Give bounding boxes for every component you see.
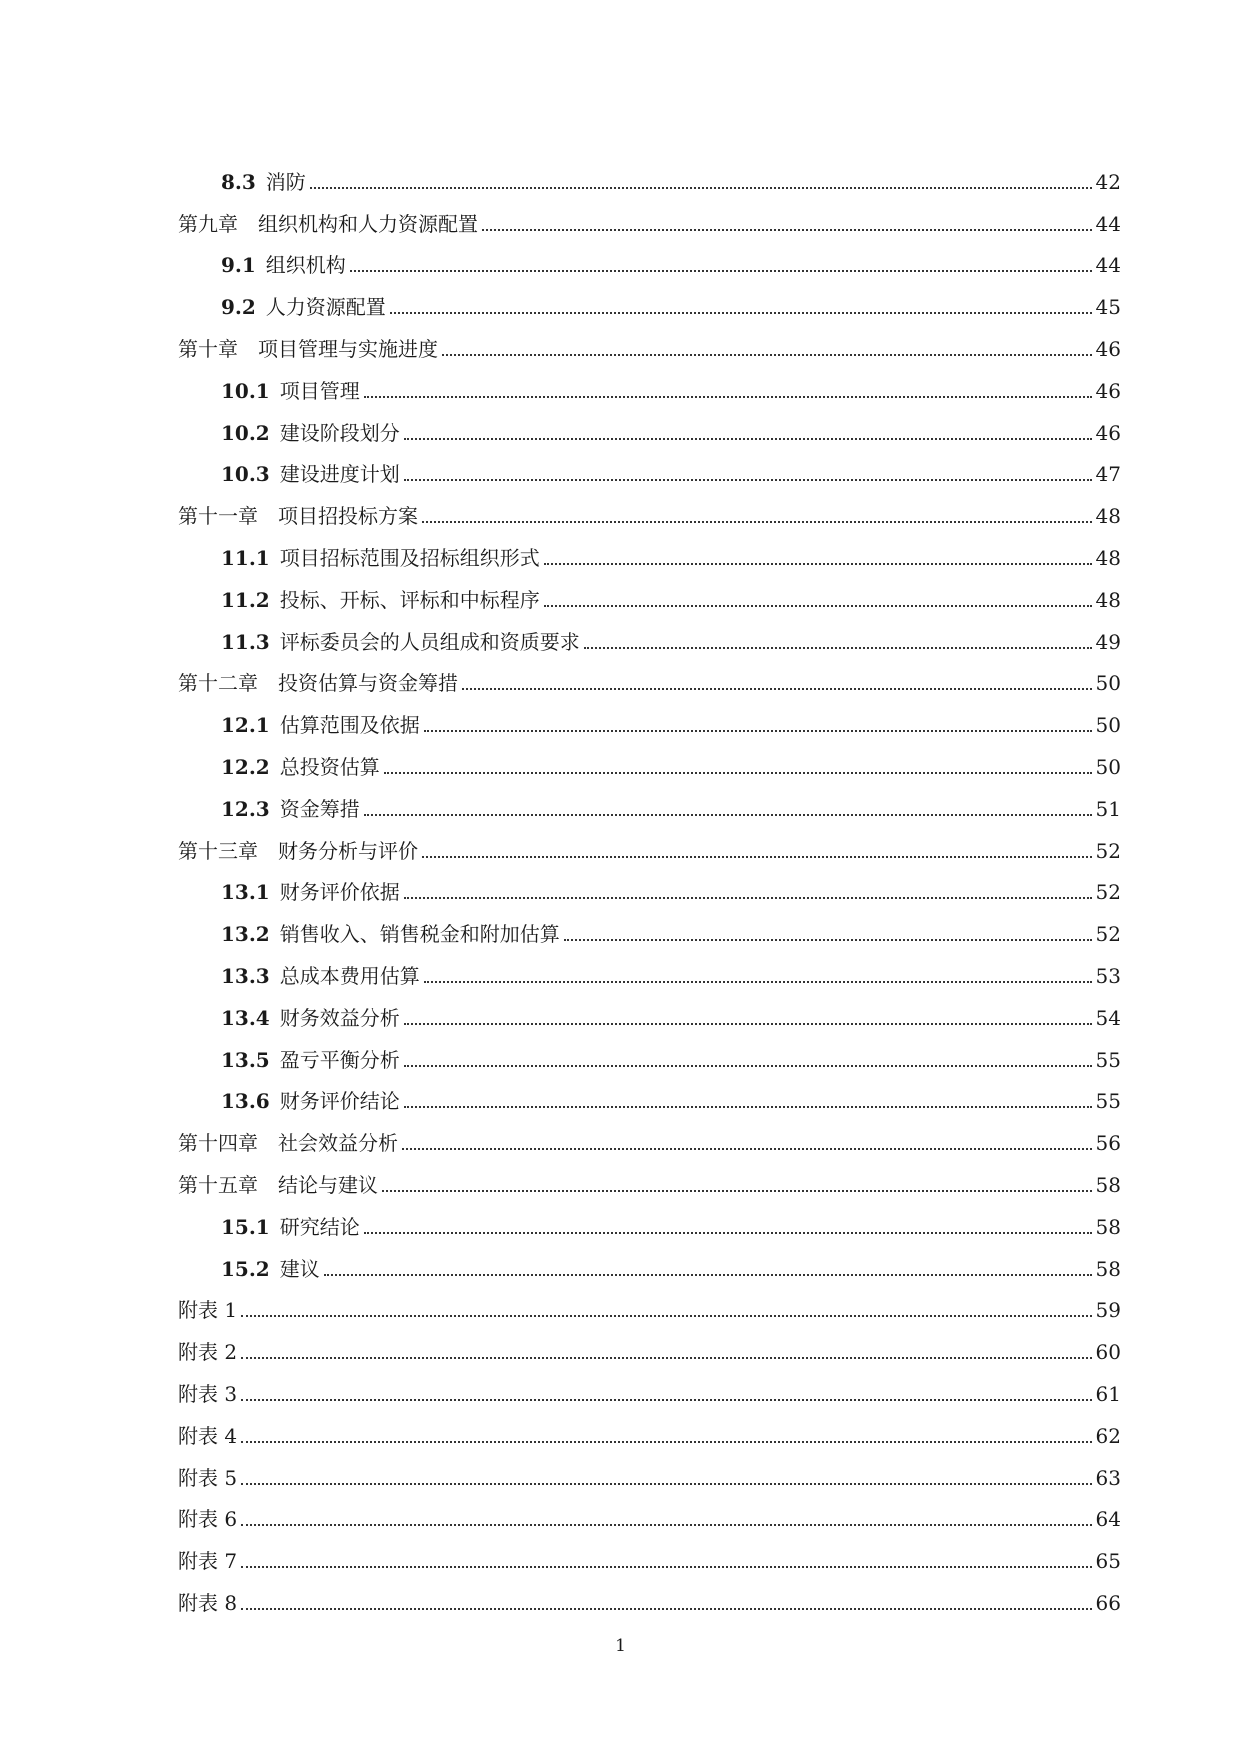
toc-section-entry[interactable] xyxy=(178,1239,1121,1281)
toc-entry-label xyxy=(221,755,380,779)
toc-entry-title: 附表 1 xyxy=(178,1298,238,1323)
toc-entry-label xyxy=(178,1466,237,1490)
toc-entry-label xyxy=(221,1089,400,1113)
toc-entry-title: 总投资估算 xyxy=(279,754,380,779)
toc-dot-leader xyxy=(404,1065,1092,1067)
toc-chapter-entry[interactable] xyxy=(178,1364,1121,1406)
toc-entry-title: 建议 xyxy=(279,1256,320,1281)
toc-entry-title: 建设阶段划分 xyxy=(279,420,400,445)
toc-dot-leader xyxy=(424,981,1092,983)
toc-section-number: 8.3 xyxy=(221,169,256,194)
toc-section-number: 12.1 xyxy=(221,713,270,738)
toc-entry-label xyxy=(178,1507,237,1531)
toc-section-number: 13.1 xyxy=(221,880,270,905)
toc-entry-title: 组织机构 xyxy=(265,253,346,278)
toc-section-entry[interactable] xyxy=(178,445,1121,487)
toc-dot-leader xyxy=(364,814,1092,816)
toc-page-number: 55 xyxy=(1095,1047,1121,1072)
toc-entry-label xyxy=(221,379,360,403)
toc-entry-label xyxy=(221,253,346,277)
toc-entry-title: 附表 5 xyxy=(178,1465,238,1490)
toc-entry-title: 第九章 组织机构和人力资源配置 xyxy=(178,211,478,236)
toc-chapter-entry[interactable] xyxy=(178,821,1121,863)
toc-entry-title: 盈亏平衡分析 xyxy=(279,1047,400,1072)
toc-section-entry[interactable] xyxy=(178,361,1121,403)
toc-section-entry[interactable] xyxy=(178,904,1121,946)
toc-section-entry[interactable] xyxy=(178,737,1121,779)
toc-dot-leader xyxy=(364,1232,1092,1234)
toc-page-number: 51 xyxy=(1095,796,1121,821)
toc-section-number: 12.3 xyxy=(221,796,270,821)
toc-section-number: 13.6 xyxy=(221,1089,270,1114)
toc-dot-leader xyxy=(462,688,1092,690)
toc-entry-label xyxy=(221,462,400,486)
toc-entry-label xyxy=(221,295,386,319)
toc-entry-title: 消防 xyxy=(265,169,306,194)
toc-dot-leader xyxy=(241,1357,1091,1359)
toc-section-number: 10.2 xyxy=(221,420,270,445)
toc-entry-title: 研究结论 xyxy=(279,1214,360,1239)
toc-dot-leader xyxy=(241,1524,1091,1526)
toc-entry-label xyxy=(178,839,418,863)
toc-dot-leader xyxy=(402,1148,1092,1150)
toc-chapter-entry[interactable] xyxy=(178,1573,1121,1615)
toc-section-number: 11.2 xyxy=(221,587,270,612)
toc-section-entry[interactable] xyxy=(178,612,1121,654)
toc-page-number: 63 xyxy=(1095,1465,1121,1490)
toc-entry-title: 资金筹措 xyxy=(279,796,360,821)
toc-section-number: 9.2 xyxy=(221,295,256,320)
toc-page-number: 44 xyxy=(1095,253,1121,278)
toc-section-entry[interactable] xyxy=(178,1197,1121,1239)
toc-entry-title: 财务评价结论 xyxy=(279,1089,400,1114)
toc-section-number: 10.3 xyxy=(221,462,270,487)
toc-chapter-entry[interactable] xyxy=(178,654,1121,696)
toc-page-number: 48 xyxy=(1095,504,1121,529)
toc-entry-label xyxy=(178,1298,237,1322)
toc-entry-label xyxy=(221,1048,400,1072)
toc-section-entry[interactable] xyxy=(178,695,1121,737)
toc-entry-title: 第十三章 财务分析与评价 xyxy=(178,838,418,863)
toc-entry-title: 第十一章 项目招投标方案 xyxy=(178,504,418,529)
toc-section-entry[interactable] xyxy=(178,946,1121,988)
toc-entry-label xyxy=(178,1173,378,1197)
toc-page-number: 42 xyxy=(1095,169,1121,194)
toc-dot-leader xyxy=(404,1023,1092,1025)
toc-page-number: 61 xyxy=(1095,1381,1121,1406)
toc-chapter-entry[interactable] xyxy=(178,1406,1121,1448)
toc-entry-label xyxy=(221,1215,360,1239)
toc-dot-leader xyxy=(544,563,1092,565)
toc-dot-leader xyxy=(584,647,1092,649)
toc-section-number: 10.1 xyxy=(221,378,270,403)
toc-entry-title: 项目招标范围及招标组织形式 xyxy=(279,545,540,570)
toc-section-entry[interactable] xyxy=(178,779,1121,821)
toc-page-number: 62 xyxy=(1095,1423,1121,1448)
toc-entry-label xyxy=(178,1382,237,1406)
toc-dot-leader xyxy=(390,312,1092,314)
toc-page-number: 44 xyxy=(1095,211,1121,236)
toc-page-number: 52 xyxy=(1095,922,1121,947)
toc-entry-title: 附表 4 xyxy=(178,1423,238,1448)
toc-entry-label xyxy=(221,588,540,612)
toc-entry-title: 估算范围及依据 xyxy=(279,713,420,738)
toc-entry-label xyxy=(221,546,540,570)
toc-dot-leader xyxy=(422,521,1092,523)
toc-page-number: 50 xyxy=(1095,713,1121,738)
toc-entry-title: 财务评价依据 xyxy=(279,880,400,905)
toc-entry-title: 附表 8 xyxy=(178,1590,238,1615)
toc-section-number: 13.5 xyxy=(221,1047,270,1072)
toc-dot-leader xyxy=(404,479,1092,481)
toc-dot-leader xyxy=(384,772,1092,774)
toc-entry-label xyxy=(178,212,478,236)
toc-entry-title: 附表 7 xyxy=(178,1549,238,1574)
toc-dot-leader xyxy=(422,856,1092,858)
toc-entry-label xyxy=(178,671,458,695)
toc-entry-title: 第十五章 结论与建议 xyxy=(178,1172,378,1197)
toc-section-number: 11.1 xyxy=(221,545,270,570)
toc-page-number: 52 xyxy=(1095,838,1121,863)
toc-section-number: 13.2 xyxy=(221,922,270,947)
toc-page-number: 64 xyxy=(1095,1507,1121,1532)
toc-entry-label xyxy=(221,170,306,194)
toc-entry-label xyxy=(221,922,560,946)
toc-entry-label xyxy=(178,504,418,528)
toc-entry-title: 第十章 项目管理与实施进度 xyxy=(178,336,438,361)
toc-section-entry[interactable] xyxy=(178,570,1121,612)
toc-dot-leader xyxy=(442,354,1092,356)
toc-chapter-entry[interactable] xyxy=(178,1155,1121,1197)
toc-entry-title: 建设进度计划 xyxy=(279,462,400,487)
toc-section-number: 9.1 xyxy=(221,253,256,278)
toc-page-number: 49 xyxy=(1095,629,1121,654)
toc-entry-label xyxy=(221,964,420,988)
toc-entry-title: 总成本费用估算 xyxy=(279,963,420,988)
toc-page-number: 59 xyxy=(1095,1298,1121,1323)
toc-entry-label xyxy=(178,1591,237,1615)
toc-section-entry[interactable] xyxy=(178,1030,1121,1072)
toc-dot-leader xyxy=(310,187,1092,189)
toc-page-number: 55 xyxy=(1095,1089,1121,1114)
toc-section-number: 15.1 xyxy=(221,1214,270,1239)
toc-page-number: 65 xyxy=(1095,1549,1121,1574)
toc-page-number: 46 xyxy=(1095,420,1121,445)
toc-entry-label xyxy=(221,630,580,654)
toc-section-number: 11.3 xyxy=(221,629,270,654)
toc-page-number: 46 xyxy=(1095,378,1121,403)
toc-dot-leader xyxy=(241,1315,1091,1317)
toc-dot-leader xyxy=(364,396,1092,398)
toc-entry-label xyxy=(178,337,438,361)
toc-page-number: 53 xyxy=(1095,963,1121,988)
toc-page-number: 58 xyxy=(1095,1172,1121,1197)
toc-page-number: 45 xyxy=(1095,295,1121,320)
toc-dot-leader xyxy=(544,605,1092,607)
toc-entry-label xyxy=(178,1131,398,1155)
toc-entry-label xyxy=(221,880,400,904)
toc-dot-leader xyxy=(404,1106,1092,1108)
toc-dot-leader xyxy=(241,1441,1091,1443)
toc-entry-title: 评标委员会的人员组成和资质要求 xyxy=(279,629,580,654)
toc-page-number: 48 xyxy=(1095,587,1121,612)
toc-page-number: 47 xyxy=(1095,462,1121,487)
toc-entry-label xyxy=(221,797,360,821)
toc-chapter-entry[interactable] xyxy=(178,1531,1121,1573)
toc-entry-label xyxy=(221,713,420,737)
toc-dot-leader xyxy=(241,1399,1091,1401)
toc-entry-title: 第十四章 社会效益分析 xyxy=(178,1131,398,1156)
toc-entry-title: 财务效益分析 xyxy=(279,1005,400,1030)
table-of-contents xyxy=(178,152,1121,1615)
toc-page-number: 60 xyxy=(1095,1340,1121,1365)
toc-entry-title: 附表 3 xyxy=(178,1381,238,1406)
toc-chapter-entry[interactable] xyxy=(178,1490,1121,1532)
toc-dot-leader xyxy=(324,1274,1092,1276)
toc-section-number: 12.2 xyxy=(221,754,270,779)
toc-dot-leader xyxy=(424,730,1092,732)
toc-dot-leader xyxy=(482,229,1092,231)
toc-dot-leader xyxy=(564,939,1092,941)
toc-entry-title: 附表 2 xyxy=(178,1340,238,1365)
toc-chapter-entry[interactable] xyxy=(178,486,1121,528)
toc-section-entry[interactable] xyxy=(178,988,1121,1030)
toc-entry-label xyxy=(221,1006,400,1030)
toc-dot-leader xyxy=(404,897,1092,899)
toc-dot-leader xyxy=(404,438,1092,440)
toc-page-number: 48 xyxy=(1095,545,1121,570)
toc-page-number: 66 xyxy=(1095,1590,1121,1615)
toc-section-entry[interactable] xyxy=(178,403,1121,445)
toc-entry-label xyxy=(221,421,400,445)
toc-dot-leader xyxy=(241,1483,1091,1485)
toc-entry-title: 销售收入、销售税金和附加估算 xyxy=(279,922,560,947)
toc-page-number: 58 xyxy=(1095,1256,1121,1281)
toc-page-number: 58 xyxy=(1095,1214,1121,1239)
toc-page-number: 54 xyxy=(1095,1005,1121,1030)
toc-entry-label xyxy=(178,1340,237,1364)
toc-dot-leader xyxy=(382,1190,1092,1192)
toc-dot-leader xyxy=(241,1566,1091,1568)
toc-entry-label xyxy=(178,1549,237,1573)
toc-page-number: 46 xyxy=(1095,336,1121,361)
toc-section-number: 13.4 xyxy=(221,1005,270,1030)
toc-section-entry[interactable] xyxy=(178,152,1121,194)
toc-section-entry[interactable] xyxy=(178,528,1121,570)
toc-chapter-entry[interactable] xyxy=(178,1448,1121,1490)
toc-section-number: 15.2 xyxy=(221,1256,270,1281)
toc-dot-leader xyxy=(241,1608,1091,1610)
toc-page-number: 52 xyxy=(1095,880,1121,905)
toc-entry-title: 附表 6 xyxy=(178,1507,238,1532)
toc-chapter-entry[interactable] xyxy=(178,1113,1121,1155)
toc-entry-title: 人力资源配置 xyxy=(265,295,386,320)
toc-chapter-entry[interactable] xyxy=(178,1281,1121,1323)
toc-page-number: 50 xyxy=(1095,754,1121,779)
toc-section-number: 13.3 xyxy=(221,963,270,988)
toc-dot-leader xyxy=(350,270,1092,272)
toc-section-entry[interactable] xyxy=(178,1072,1121,1114)
toc-chapter-entry[interactable] xyxy=(178,194,1121,236)
toc-section-entry[interactable] xyxy=(178,863,1121,905)
toc-entry-title: 投标、开标、评标和中标程序 xyxy=(279,587,540,612)
toc-section-entry[interactable] xyxy=(178,236,1121,278)
page-number: 1 xyxy=(615,1636,626,1656)
toc-entry-title: 项目管理 xyxy=(279,378,360,403)
toc-chapter-entry[interactable] xyxy=(178,319,1121,361)
toc-entry-label xyxy=(178,1424,237,1448)
toc-page-number: 50 xyxy=(1095,671,1121,696)
toc-chapter-entry[interactable] xyxy=(178,1322,1121,1364)
toc-entry-title: 第十二章 投资估算与资金筹措 xyxy=(178,671,458,696)
toc-page-number: 56 xyxy=(1095,1131,1121,1156)
toc-entry-label xyxy=(221,1257,320,1281)
toc-section-entry[interactable] xyxy=(178,277,1121,319)
